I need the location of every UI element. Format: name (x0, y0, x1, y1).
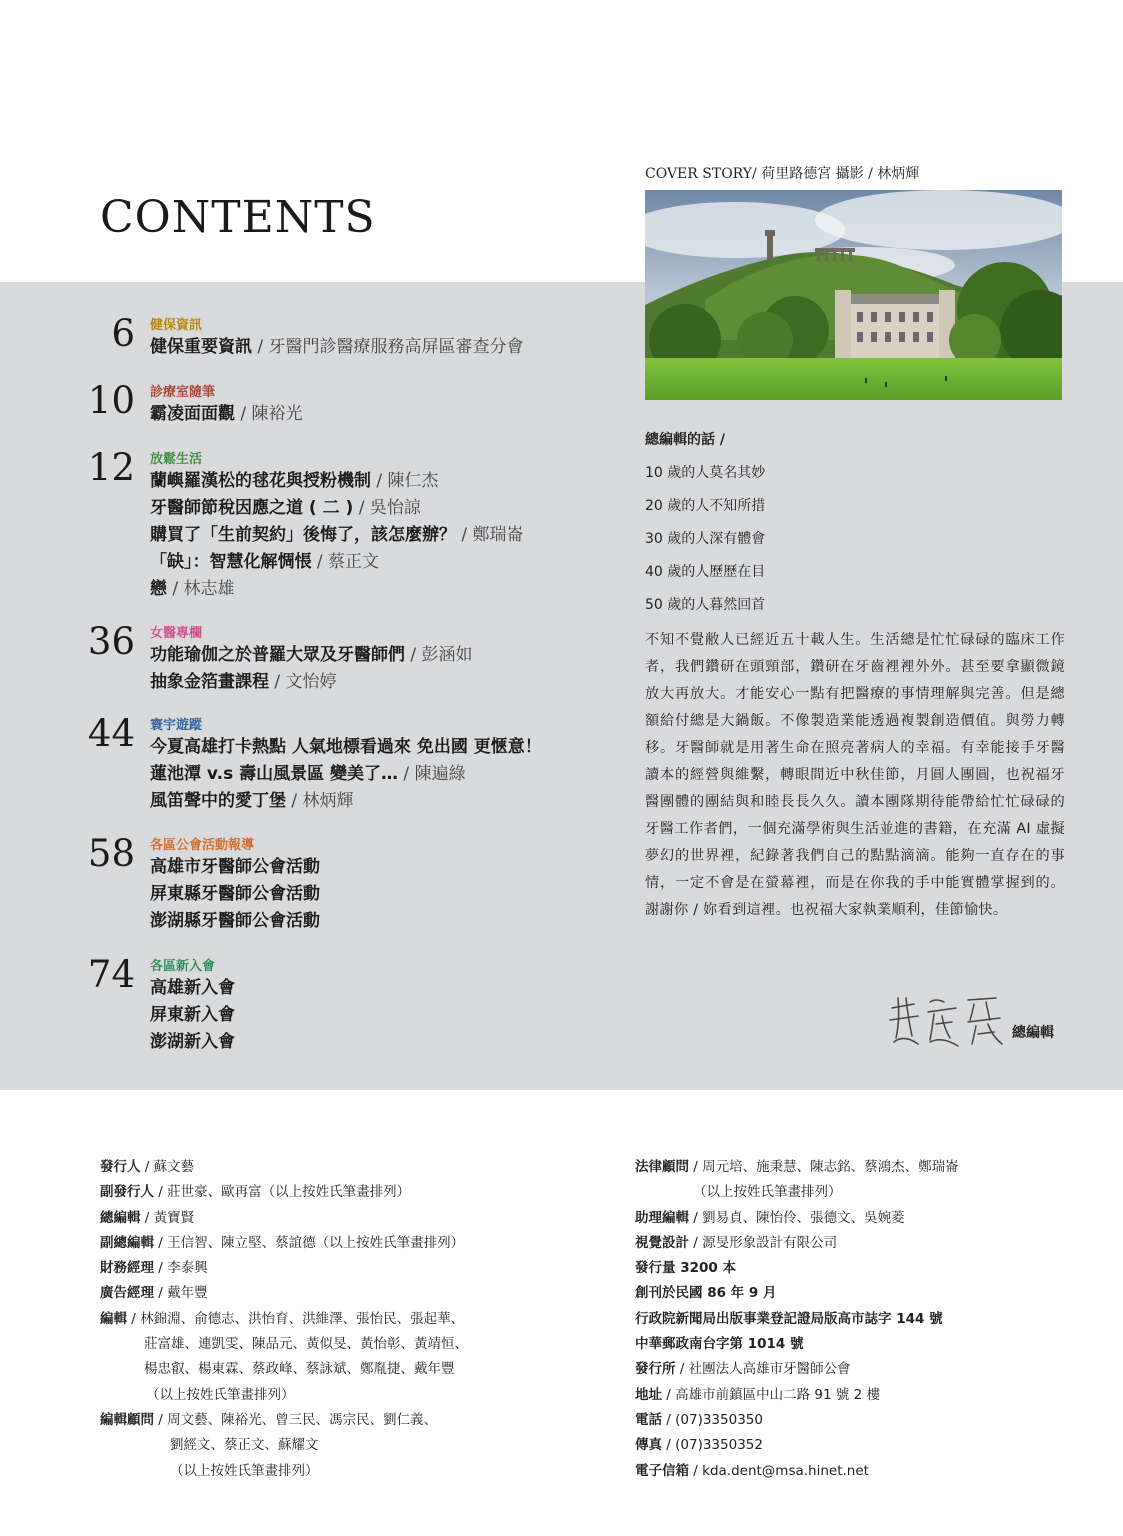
editorial-line: 40 歲的人歷歷在目 (645, 564, 766, 580)
toc-entry[interactable]: 牙醫師節稅因應之道 ( 二 ) / 吳怡諒 (150, 498, 421, 518)
editorial-paragraph: 不知不覺敝人已經近五十載人生。生活總是忙忙碌碌的臨床工作者，我們鑽研在頭頸部，鑽研在牙齒裡裡外外。甚至要拿顯微鏡放大再放大。才能安心一點有把醫療的事情理解與完善。但是總額給付總是大鍋飯。不像製造業能透過複製創造價值。與勞力轉移。牙醫師就是用著生命在照亮著病人的幸福。有幸能接手牙醫讀本的經營與維繫，轉眼間近中秋佳節，月圓人團圓，也祝福牙醫團體的團結與和睦長長久久。讀本團隊期待能帶給忙忙碌碌的牙醫工作者們，一個充滿學術與生活並進的書籍，在充滿 AI 虛擬夢幻的世界裡，紀錄著我們自己的點點滴滴。能夠一直存在的事情，一定不會是在螢幕裡，而是在你我的手中能實體掌握到的。謝謝你 / 妳看到這裡。也祝福大家執業順利，佳節愉快。 (645, 632, 1065, 918)
credit-row: 創刊於民國 86 年 9 月 (635, 1285, 777, 1302)
credit-row: 楊忠叡、楊東霖、蔡政峰、蔡詠斌、鄭胤捷、戴年豐 (144, 1361, 455, 1378)
section-category: 健保資訊 (150, 318, 203, 333)
toc-entry[interactable]: 今夏高雄打卡熱點 人氣地標看過來 免出國 更愜意！ (150, 737, 542, 757)
toc-entry[interactable]: 健保重要資訊 / 牙醫門診醫療服務高屏區審查分會 (150, 337, 524, 357)
credit-row: 法律顧問 / 周元培、施秉慧、陳志銘、蔡鴻杰、鄭瑞崙 (635, 1159, 959, 1175)
credit-row: （以上按姓氏筆畫排列） (693, 1184, 842, 1201)
editorial-heading: 總編輯的話 / (645, 432, 725, 448)
page-number: 44 (87, 712, 135, 755)
toc-entry[interactable]: 澎湖縣牙醫師公會活動 (150, 911, 320, 931)
signature-role: 總編輯 (1012, 1025, 1054, 1041)
credit-row: 地址 / 高雄市前鎮區中山二路 91 號 2 樓 (635, 1386, 881, 1403)
page-title: CONTENTS (100, 192, 376, 243)
credit-row: 劉經文、蔡正文、蘇耀文 (170, 1437, 319, 1454)
credit-row: 莊富雄、連凱雯、陳品元、黃似旻、黃怡彰、黃靖恒、 (144, 1336, 468, 1353)
credit-row: 傳真 / (07)3350352 (635, 1437, 763, 1454)
credit-row: 財務經理 / 李泰興 (100, 1260, 208, 1277)
credit-row: 發行人 / 蘇文藝 (100, 1159, 195, 1175)
toc-entry[interactable]: 蓮池潭 v.s 壽山風景區 變美了… / 陳遍綠 (150, 764, 466, 784)
section-category: 診療室隨筆 (150, 385, 216, 400)
credit-row: 中華郵政南台字第 1014 號 (635, 1336, 804, 1353)
toc-entry[interactable]: 抽象金箔畫課程 / 文怡婷 (150, 672, 337, 692)
editorial (645, 430, 1065, 924)
credit-row: 發行量 3200 本 (635, 1260, 736, 1277)
credit-row: 發行所 / 社團法人高雄市牙醫師公會 (635, 1361, 851, 1378)
editorial-line: 30 歲的人深有體會 (645, 531, 766, 547)
toc-entry[interactable]: 風笛聲中的愛丁堡 / 林炳輝 (150, 791, 354, 811)
section-category: 放鬆生活 (150, 452, 203, 467)
signature (884, 990, 1009, 1050)
toc-entry[interactable]: 「缺」：智慧化解惆悵 / 蔡正文 (150, 552, 380, 572)
editorial-line: 10 歲的人莫名其妙 (645, 465, 766, 481)
credit-row[interactable]: 電子信箱 / kda.dent@msa.hinet.net (635, 1462, 869, 1479)
credit-row: （以上按姓氏筆畫排列） (146, 1386, 295, 1403)
toc-entry[interactable]: 屏東縣牙醫師公會活動 (150, 884, 320, 904)
section-category: 女醫專欄 (150, 626, 203, 641)
credit-row: 編輯顧問 / 周文藝、陳裕光、曾三民、馮宗民、劉仁義、 (100, 1411, 438, 1428)
toc-entry[interactable]: 購買了「生前契約」後悔了，該怎麼辦？ / 鄭瑞崙 (150, 525, 524, 545)
section-category: 寰宇遊蹤 (150, 718, 203, 733)
credit-row: 助理編輯 / 劉易貞、陳怡伶、張德文、吳婉菱 (635, 1209, 905, 1226)
toc-entry[interactable]: 戀 / 林志雄 (150, 579, 235, 599)
editorial-line: 50 歲的人暮然回首 (645, 597, 766, 613)
toc-entry[interactable]: 功能瑜伽之於普羅大眾及牙醫師們 / 彭涵如 (150, 645, 473, 665)
toc-entry[interactable]: 霸凌面面觀 / 陳裕光 (150, 404, 303, 424)
credits-right (635, 1155, 1105, 1484)
toc-entry[interactable]: 高雄新入會 (150, 978, 235, 998)
cover-photo (645, 190, 1062, 400)
toc-entry[interactable]: 屏東新入會 (150, 1005, 235, 1025)
toc-entry[interactable]: 高雄市牙醫師公會活動 (150, 857, 320, 877)
credits-left (100, 1155, 570, 1484)
credit-row: 廣告經理 / 戴年豐 (100, 1285, 208, 1302)
credit-row: 視覺設計 / 源旻形象設計有限公司 (635, 1234, 838, 1251)
credit-row: 副發行人 / 莊世豪、歐再富（以上按姓氏筆畫排列） (100, 1184, 411, 1201)
page-number: 74 (87, 953, 135, 996)
page-number: 12 (87, 446, 135, 489)
page-number: 6 (111, 312, 135, 355)
toc-entry[interactable]: 蘭嶼羅漢松的毬花與授粉機制 / 陳仁杰 (150, 471, 439, 491)
page-number: 58 (87, 832, 135, 875)
credit-row: 總編輯 / 黃寶賢 (100, 1209, 195, 1226)
credit-row: （以上按姓氏筆畫排列） (170, 1462, 319, 1479)
credit-row: 行政院新聞局出版事業登記證局版高市誌字 144 號 (635, 1310, 943, 1327)
editorial-line: 20 歲的人不知所措 (645, 498, 766, 514)
section-category: 各區新入會 (150, 959, 216, 974)
credit-row: 副總編輯 / 王信智、陳立堅、蔡誼德（以上按姓氏筆畫排列） (100, 1234, 465, 1251)
credit-row: 電話 / (07)3350350 (635, 1411, 763, 1428)
section-category: 各區公會活動報導 (150, 838, 255, 853)
cover-story-caption: COVER STORY/ 荷里路德宮 攝影 / 林炳輝 (645, 166, 920, 182)
page-number: 10 (87, 379, 135, 422)
credit-row: 編輯 / 林錦淵、俞德志、洪怡育、洪維澤、張怡民、張起華、 (100, 1310, 465, 1327)
toc-entry[interactable]: 澎湖新入會 (150, 1032, 235, 1052)
page-number: 36 (87, 620, 135, 663)
